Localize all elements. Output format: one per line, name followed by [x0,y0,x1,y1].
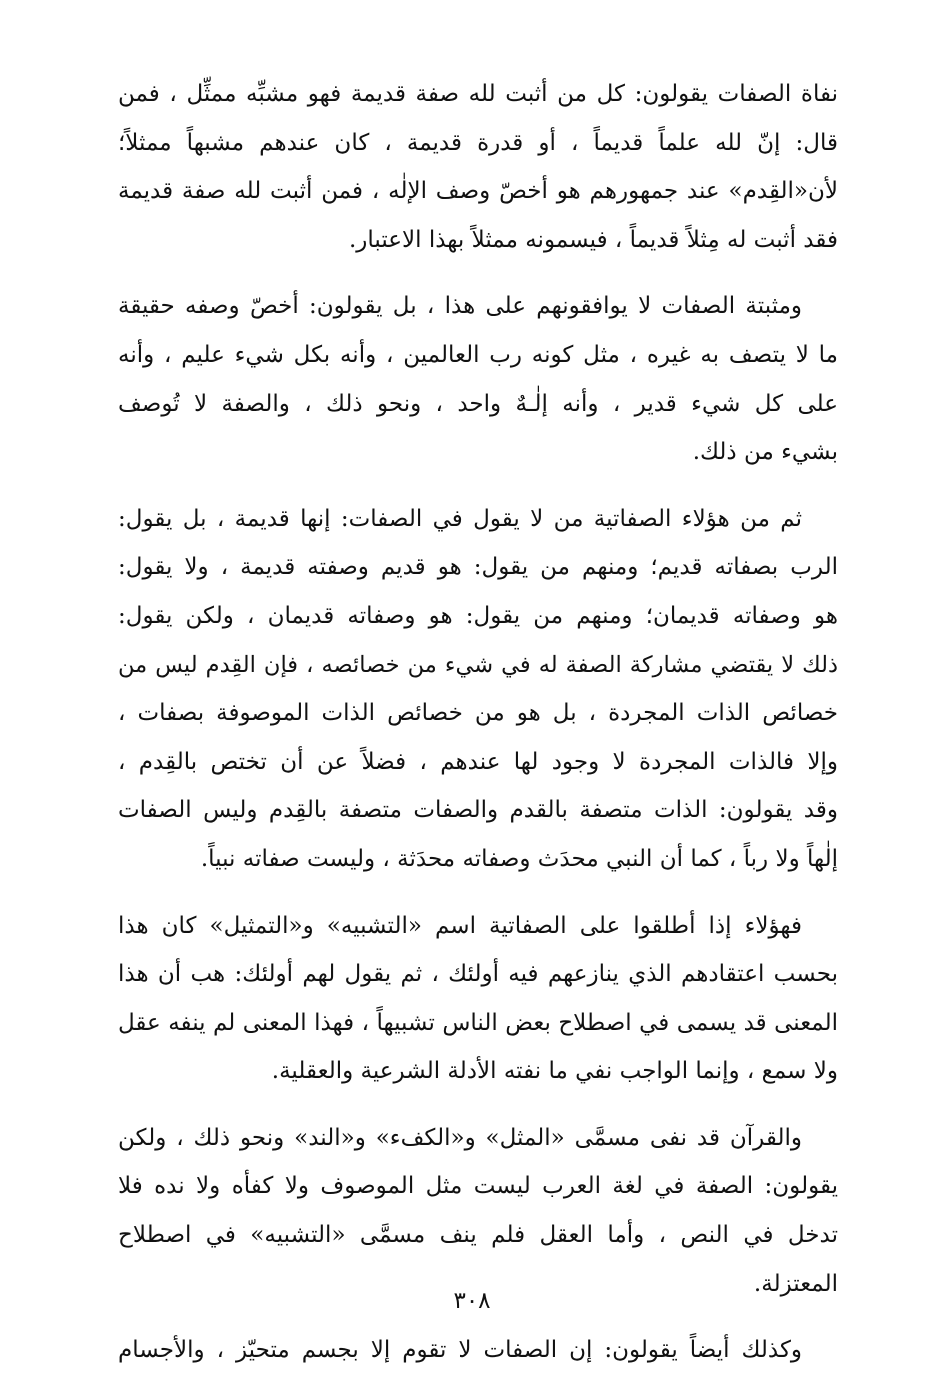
text-line: ومثبتة الصفات لا يوافقونهم على هذا ، بل يقولون: أخصّ وصفه حقيقة [118,293,802,320]
text-line: والقرآن قد نفى مسمَّى «المثل» و«الكفء» و«الند» ونحو ذلك ، ولكن [118,1124,802,1151]
text-line: فهؤلاء إذا أطلقوا على الصفاتية اسم «التشبيه» و«التمثيل» كان هذا [118,912,802,939]
text-line: لأن«القِدم» عند جمهورهم هو أخصّ وصف الإلٰه ، فمن أثبت لله صفة قديمة [118,178,838,205]
paragraph [118,282,838,476]
text-line: قال: إنّ لله علماً قديماً ، أو قدرة قديمة ، كان عندهم مشبهاً ممثلاً؛ [118,129,838,156]
text-line: وكذلك أيضاً يقولون: إن الصفات لا تقوم إلا بجسم متحيّز ، والأجسام [118,1337,802,1364]
text-line: ثم من هؤلاء الصفاتية من لا يقول في الصفات: إنها قديمة ، بل يقول: [118,505,802,532]
text-line: المعتزلة. [753,1270,838,1297]
paragraph [118,902,838,1096]
text-line: وإلا فالذات المجردة لا وجود لها عندهم ، فضلاً عن أن تختص بالقِدم ، [118,748,838,775]
text-line: يقولون: الصفة في لغة العرب ليست مثل الموصوف ولا كفأه ولا نده فلا [118,1173,838,1200]
text-line: إلٰهاً ولا رباً ، كما أن النبي محدَث وصفاته محدَثة ، وليست صفاته نبياً. [200,845,838,872]
text-line: وقد يقولون: الذات متصفة بالقدم والصفات متصفة بالقِدم وليس الصفات [118,797,838,824]
text-line: خصائص الذات المجردة ، بل هو من خصائص الذات الموصوفة بصفات ، [118,700,838,727]
page-body [118,70,838,1393]
text-line: هو وصفاته قديمان؛ ومنهم من يقول: هو وصفاته قديمان ، ولكن يقول: [118,602,838,629]
text-line: نفاة الصفات يقولون: كل من أثبت لله صفة قديمة فهو مشبِّه ممثِّل ، فمن [118,81,838,107]
text-line: المعنى قد يسمى في اصطلاح بعض الناس تشبيهاً ، فهذا المعنى لم ينفه عقل [118,1009,838,1036]
text-line: تدخل في النص ، وأما العقل فلم ينف مسمَّى «التشبيه» في اصطلاح [118,1222,838,1249]
text-line: ما لا يتصف به غيره ، مثل كونه رب العالمين ، وأنه بكل شيء عليم ، وأنه [118,341,838,368]
text-line: على كل شيء قدير ، وأنه إلٰـهٌ واحد ، ونحو ذلك ، والصفة لا تُوصف [118,390,838,417]
page-number: ٣٠٨ [453,1288,491,1314]
text-line: الرب بصفاته قديم؛ ومنهم من يقول: هو قديم وصفته قديمة ، ولا يقول: [118,554,838,581]
text-line: بشيء من ذلك. [692,439,838,466]
paragraph [118,495,838,884]
paragraph [118,1326,838,1375]
text-line: ذلك لا يقتضي مشاركة الصفة له في شيء من خصائصه ، فإن القِدم ليس من [118,651,838,678]
paragraph [118,70,838,264]
paragraph [118,1114,838,1308]
text-line: بحسب اعتقادهم الذي ينازعهم فيه أولئك ، ثم يقول لهم أولئك: هب أن هذا [118,961,838,988]
text-line: ولا سمع ، وإنما الواجب نفي ما نفته الأدلة الشرعية والعقلية. [271,1058,838,1085]
text-line: فقد أثبت له مِثلاً قديماً ، فيسمونه ممثلاً بهذا الاعتبار. [349,226,838,253]
